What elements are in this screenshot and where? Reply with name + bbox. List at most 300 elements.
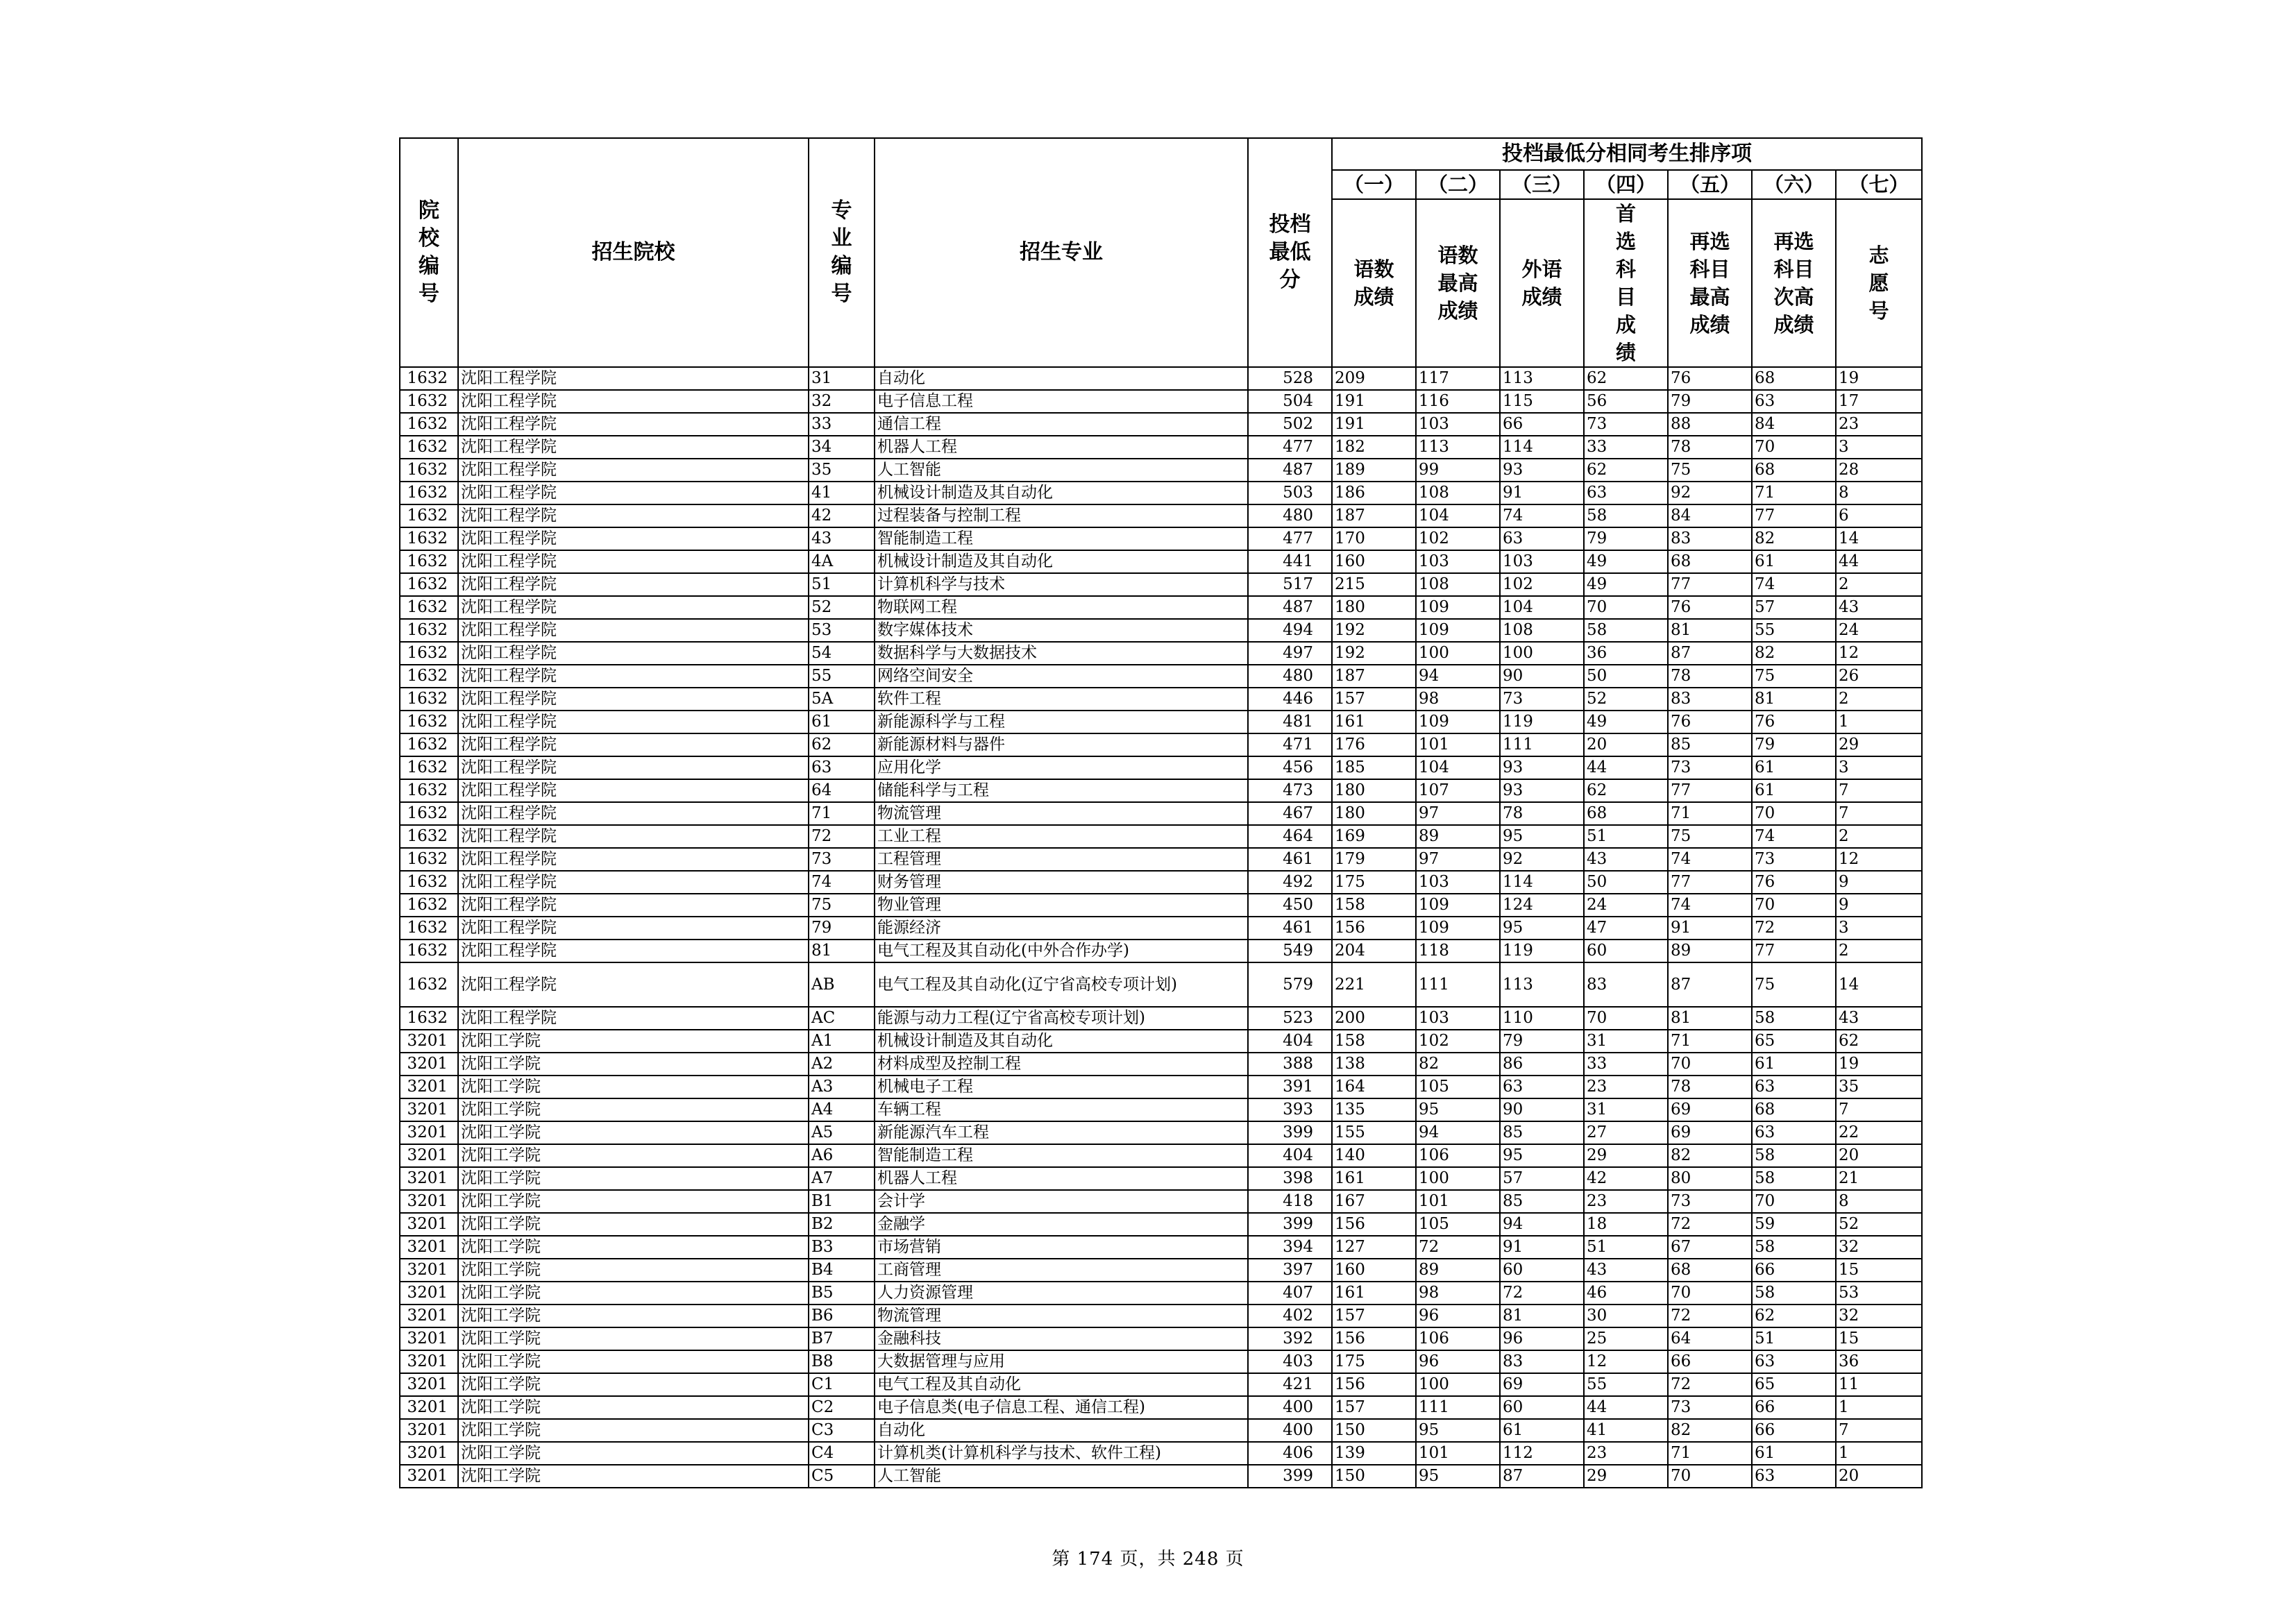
table-row — [400, 894, 1922, 917]
major-name-cell: 工业工程 — [875, 825, 1248, 848]
preference-number-cell: 3 — [1836, 436, 1922, 459]
major-code-cell: 72 — [809, 825, 875, 848]
reselect-max-cell: 68 — [1668, 1259, 1752, 1282]
table-row — [400, 779, 1922, 802]
chinese-math-max-cell: 97 — [1416, 848, 1500, 871]
foreign-language-cell: 73 — [1500, 688, 1584, 711]
preference-number-cell: 6 — [1836, 504, 1922, 527]
reselect-max-cell: 70 — [1668, 1282, 1752, 1305]
school-code-cell: 1632 — [400, 436, 458, 459]
school-code-cell: 1632 — [400, 573, 458, 596]
school-code-cell: 3201 — [400, 1144, 458, 1167]
min-score-cell: 461 — [1248, 917, 1332, 940]
school-name-cell: 沈阳工学院 — [458, 1053, 809, 1076]
reselect-second-cell: 79 — [1752, 733, 1836, 756]
chinese-math-score-cell: 157 — [1332, 688, 1416, 711]
min-score-cell: 579 — [1248, 962, 1332, 1007]
reselect-max-cell: 73 — [1668, 1396, 1752, 1419]
chinese-math-score-cell: 167 — [1332, 1190, 1416, 1213]
foreign-language-cell: 83 — [1500, 1350, 1584, 1373]
first-subject-cell: 60 — [1584, 940, 1668, 962]
foreign-language-cell: 93 — [1500, 459, 1584, 482]
school-code-cell: 1632 — [400, 711, 458, 733]
reselect-second-cell: 72 — [1752, 917, 1836, 940]
reselect-second-cell: 63 — [1752, 1121, 1836, 1144]
reselect-second-cell: 77 — [1752, 940, 1836, 962]
major-name-cell: 人工智能 — [875, 1465, 1248, 1488]
major-code-cell: 35 — [809, 459, 875, 482]
foreign-language-cell: 85 — [1500, 1121, 1584, 1144]
first-subject-cell: 47 — [1584, 917, 1668, 940]
min-score-cell: 450 — [1248, 894, 1332, 917]
first-subject-cell: 68 — [1584, 802, 1668, 825]
first-subject-cell: 36 — [1584, 642, 1668, 665]
first-subject-cell: 49 — [1584, 550, 1668, 573]
reselect-max-cell: 75 — [1668, 825, 1752, 848]
chinese-math-max-cell: 95 — [1416, 1098, 1500, 1121]
school-name-cell: 沈阳工程学院 — [458, 711, 809, 733]
school-name-cell: 沈阳工程学院 — [458, 619, 809, 642]
chinese-math-max-cell: 113 — [1416, 436, 1500, 459]
major-name-cell: 机器人工程 — [875, 1167, 1248, 1190]
major-code-cell: B6 — [809, 1305, 875, 1327]
first-subject-cell: 30 — [1584, 1305, 1668, 1327]
reselect-second-cell: 84 — [1752, 413, 1836, 436]
school-code-cell: 3201 — [400, 1350, 458, 1373]
foreign-language-cell: 95 — [1500, 1144, 1584, 1167]
preference-number-cell: 24 — [1836, 619, 1922, 642]
major-name-cell: 物流管理 — [875, 1305, 1248, 1327]
major-name-cell: 过程装备与控制工程 — [875, 504, 1248, 527]
chinese-math-score-cell: 191 — [1332, 413, 1416, 436]
reselect-second-cell: 73 — [1752, 848, 1836, 871]
school-name-cell: 沈阳工程学院 — [458, 848, 809, 871]
first-subject-cell: 50 — [1584, 871, 1668, 894]
school-name-cell: 沈阳工程学院 — [458, 1007, 809, 1030]
reselect-second-cell: 82 — [1752, 527, 1836, 550]
major-code-cell: 41 — [809, 482, 875, 504]
chinese-math-score-cell: 176 — [1332, 733, 1416, 756]
major-code-cell: A2 — [809, 1053, 875, 1076]
chinese-math-max-cell: 109 — [1416, 619, 1500, 642]
school-name-cell: 沈阳工学院 — [458, 1465, 809, 1488]
chinese-math-max-cell: 96 — [1416, 1350, 1500, 1373]
reselect-max-cell: 78 — [1668, 436, 1752, 459]
major-name-cell: 储能科学与工程 — [875, 779, 1248, 802]
preference-number-cell: 7 — [1836, 802, 1922, 825]
school-code-cell: 3201 — [400, 1419, 458, 1442]
first-subject-cell: 51 — [1584, 825, 1668, 848]
foreign-language-cell: 114 — [1500, 871, 1584, 894]
major-name-cell: 智能制造工程 — [875, 1144, 1248, 1167]
chinese-math-score-cell: 156 — [1332, 1327, 1416, 1350]
chinese-math-score-cell: 175 — [1332, 1350, 1416, 1373]
preference-number-cell: 23 — [1836, 413, 1922, 436]
preference-number-cell: 1 — [1836, 711, 1922, 733]
min-score-cell: 394 — [1248, 1236, 1332, 1259]
chinese-math-score-cell: 156 — [1332, 1213, 1416, 1236]
school-code-cell: 3201 — [400, 1442, 458, 1465]
major-code-cell: C4 — [809, 1442, 875, 1465]
major-code-cell: A4 — [809, 1098, 875, 1121]
header-tie-group: 投档最低分相同考生排序项 — [1332, 138, 1922, 170]
chinese-math-score-cell: 204 — [1332, 940, 1416, 962]
major-name-cell: 应用化学 — [875, 756, 1248, 779]
min-score-cell: 473 — [1248, 779, 1332, 802]
first-subject-cell: 51 — [1584, 1236, 1668, 1259]
table-row — [400, 802, 1922, 825]
reselect-max-cell: 87 — [1668, 642, 1752, 665]
school-name-cell: 沈阳工学院 — [458, 1259, 809, 1282]
school-code-cell: 3201 — [400, 1053, 458, 1076]
admission-score-table — [399, 137, 1923, 1488]
school-name-cell: 沈阳工学院 — [458, 1305, 809, 1327]
foreign-language-cell: 90 — [1500, 665, 1584, 688]
page-footer: 第 174 页，共 248 页 — [1052, 1549, 1244, 1570]
reselect-max-cell: 71 — [1668, 802, 1752, 825]
major-name-cell: 机器人工程 — [875, 436, 1248, 459]
reselect-max-cell: 79 — [1668, 390, 1752, 413]
first-subject-cell: 18 — [1584, 1213, 1668, 1236]
reselect-max-cell: 67 — [1668, 1236, 1752, 1259]
major-code-cell: C3 — [809, 1419, 875, 1442]
chinese-math-max-cell: 117 — [1416, 367, 1500, 390]
reselect-second-cell: 77 — [1752, 504, 1836, 527]
first-subject-cell: 43 — [1584, 848, 1668, 871]
major-code-cell: C5 — [809, 1465, 875, 1488]
reselect-max-cell: 81 — [1668, 619, 1752, 642]
table-row — [400, 413, 1922, 436]
major-name-cell: 材料成型及控制工程 — [875, 1053, 1248, 1076]
min-score-cell: 480 — [1248, 504, 1332, 527]
first-subject-cell: 55 — [1584, 1373, 1668, 1396]
first-subject-cell: 50 — [1584, 665, 1668, 688]
preference-number-cell: 32 — [1836, 1305, 1922, 1327]
min-score-cell: 407 — [1248, 1282, 1332, 1305]
chinese-math-score-cell: 189 — [1332, 459, 1416, 482]
first-subject-cell: 70 — [1584, 1007, 1668, 1030]
school-code-cell: 1632 — [400, 367, 458, 390]
major-code-cell: AB — [809, 962, 875, 1007]
school-name-cell: 沈阳工学院 — [458, 1373, 809, 1396]
major-code-cell: 71 — [809, 802, 875, 825]
chinese-math-max-cell: 72 — [1416, 1236, 1500, 1259]
preference-number-cell: 43 — [1836, 1007, 1922, 1030]
min-score-cell: 446 — [1248, 688, 1332, 711]
reselect-second-cell: 76 — [1752, 871, 1836, 894]
school-name-cell: 沈阳工程学院 — [458, 482, 809, 504]
min-score-cell: 523 — [1248, 1007, 1332, 1030]
major-name-cell: 物业管理 — [875, 894, 1248, 917]
major-code-cell: 75 — [809, 894, 875, 917]
min-score-cell: 391 — [1248, 1076, 1332, 1098]
school-code-cell: 1632 — [400, 1007, 458, 1030]
chinese-math-score-cell: 182 — [1332, 436, 1416, 459]
major-code-cell: 43 — [809, 527, 875, 550]
reselect-second-cell: 66 — [1752, 1396, 1836, 1419]
chinese-math-score-cell: 209 — [1332, 367, 1416, 390]
school-code-cell: 1632 — [400, 550, 458, 573]
chinese-math-max-cell: 107 — [1416, 779, 1500, 802]
reselect-max-cell: 74 — [1668, 894, 1752, 917]
header-tie-item: 语数最高成绩 — [1416, 199, 1500, 367]
chinese-math-max-cell: 109 — [1416, 917, 1500, 940]
major-name-cell: 会计学 — [875, 1190, 1248, 1213]
chinese-math-score-cell: 138 — [1332, 1053, 1416, 1076]
header-major-code: 专业编号 — [809, 138, 875, 367]
school-name-cell: 沈阳工程学院 — [458, 459, 809, 482]
reselect-second-cell: 75 — [1752, 962, 1836, 1007]
chinese-math-max-cell: 105 — [1416, 1213, 1500, 1236]
reselect-second-cell: 61 — [1752, 550, 1836, 573]
reselect-second-cell: 68 — [1752, 459, 1836, 482]
chinese-math-score-cell: 158 — [1332, 894, 1416, 917]
reselect-max-cell: 87 — [1668, 962, 1752, 1007]
min-score-cell: 421 — [1248, 1373, 1332, 1396]
reselect-second-cell: 74 — [1752, 825, 1836, 848]
preference-number-cell: 1 — [1836, 1396, 1922, 1419]
chinese-math-max-cell: 98 — [1416, 1282, 1500, 1305]
major-code-cell: 55 — [809, 665, 875, 688]
min-score-cell: 487 — [1248, 459, 1332, 482]
major-name-cell: 工商管理 — [875, 1259, 1248, 1282]
school-name-cell: 沈阳工学院 — [458, 1282, 809, 1305]
chinese-math-score-cell: 161 — [1332, 1282, 1416, 1305]
chinese-math-max-cell: 116 — [1416, 390, 1500, 413]
preference-number-cell: 11 — [1836, 1373, 1922, 1396]
reselect-second-cell: 58 — [1752, 1167, 1836, 1190]
major-name-cell: 通信工程 — [875, 413, 1248, 436]
first-subject-cell: 44 — [1584, 1396, 1668, 1419]
school-code-cell: 1632 — [400, 459, 458, 482]
reselect-max-cell: 64 — [1668, 1327, 1752, 1350]
min-score-cell: 464 — [1248, 825, 1332, 848]
min-score-cell: 402 — [1248, 1305, 1332, 1327]
chinese-math-max-cell: 103 — [1416, 871, 1500, 894]
min-score-cell: 467 — [1248, 802, 1332, 825]
school-code-cell: 1632 — [400, 848, 458, 871]
table-row — [400, 642, 1922, 665]
major-name-cell: 机械设计制造及其自动化 — [875, 550, 1248, 573]
school-name-cell: 沈阳工程学院 — [458, 665, 809, 688]
school-name-cell: 沈阳工程学院 — [458, 436, 809, 459]
school-name-cell: 沈阳工程学院 — [458, 802, 809, 825]
school-name-cell: 沈阳工学院 — [458, 1144, 809, 1167]
preference-number-cell: 9 — [1836, 894, 1922, 917]
table-row — [400, 504, 1922, 527]
preference-number-cell: 2 — [1836, 940, 1922, 962]
min-score-cell: 504 — [1248, 390, 1332, 413]
chinese-math-max-cell: 105 — [1416, 1076, 1500, 1098]
first-subject-cell: 46 — [1584, 1282, 1668, 1305]
reselect-max-cell: 73 — [1668, 1190, 1752, 1213]
foreign-language-cell: 124 — [1500, 894, 1584, 917]
reselect-max-cell: 82 — [1668, 1144, 1752, 1167]
min-score-cell: 461 — [1248, 848, 1332, 871]
chinese-math-score-cell: 127 — [1332, 1236, 1416, 1259]
school-name-cell: 沈阳工程学院 — [458, 550, 809, 573]
chinese-math-score-cell: 200 — [1332, 1007, 1416, 1030]
min-score-cell: 494 — [1248, 619, 1332, 642]
first-subject-cell: 56 — [1584, 390, 1668, 413]
preference-number-cell: 14 — [1836, 962, 1922, 1007]
reselect-second-cell: 59 — [1752, 1213, 1836, 1236]
preference-number-cell: 20 — [1836, 1144, 1922, 1167]
chinese-math-score-cell: 140 — [1332, 1144, 1416, 1167]
chinese-math-max-cell: 111 — [1416, 1396, 1500, 1419]
chinese-math-score-cell: 135 — [1332, 1098, 1416, 1121]
preference-number-cell: 19 — [1836, 1053, 1922, 1076]
reselect-second-cell: 58 — [1752, 1236, 1836, 1259]
reselect-second-cell: 75 — [1752, 665, 1836, 688]
table-row — [400, 1236, 1922, 1259]
reselect-second-cell: 55 — [1752, 619, 1836, 642]
table-row — [400, 1098, 1922, 1121]
foreign-language-cell: 95 — [1500, 825, 1584, 848]
foreign-language-cell: 87 — [1500, 1465, 1584, 1488]
school-code-cell: 1632 — [400, 802, 458, 825]
table-row — [400, 527, 1922, 550]
chinese-math-max-cell: 101 — [1416, 1442, 1500, 1465]
school-name-cell: 沈阳工程学院 — [458, 756, 809, 779]
header-tie-order: （七） — [1836, 170, 1922, 199]
table-row — [400, 733, 1922, 756]
school-code-cell: 1632 — [400, 504, 458, 527]
major-code-cell: A6 — [809, 1144, 875, 1167]
first-subject-cell: 29 — [1584, 1465, 1668, 1488]
first-subject-cell: 33 — [1584, 1053, 1668, 1076]
chinese-math-max-cell: 103 — [1416, 550, 1500, 573]
first-subject-cell: 42 — [1584, 1167, 1668, 1190]
header-tie-order: （四） — [1584, 170, 1668, 199]
foreign-language-cell: 95 — [1500, 917, 1584, 940]
major-code-cell: 79 — [809, 917, 875, 940]
foreign-language-cell: 111 — [1500, 733, 1584, 756]
table-row — [400, 1305, 1922, 1327]
school-name-cell: 沈阳工学院 — [458, 1327, 809, 1350]
chinese-math-max-cell: 106 — [1416, 1327, 1500, 1350]
reselect-max-cell: 69 — [1668, 1121, 1752, 1144]
reselect-second-cell: 71 — [1752, 482, 1836, 504]
reselect-max-cell: 83 — [1668, 527, 1752, 550]
school-code-cell: 1632 — [400, 642, 458, 665]
major-code-cell: 64 — [809, 779, 875, 802]
min-score-cell: 528 — [1248, 367, 1332, 390]
school-code-cell: 3201 — [400, 1190, 458, 1213]
chinese-math-score-cell: 191 — [1332, 390, 1416, 413]
table-row — [400, 573, 1922, 596]
min-score-cell: 471 — [1248, 733, 1332, 756]
reselect-second-cell: 63 — [1752, 1076, 1836, 1098]
table-row — [400, 665, 1922, 688]
preference-number-cell: 21 — [1836, 1167, 1922, 1190]
header-tie-item: 再选科目最高成绩 — [1668, 199, 1752, 367]
major-name-cell: 计算机类(计算机科学与技术、软件工程) — [875, 1442, 1248, 1465]
school-name-cell: 沈阳工程学院 — [458, 642, 809, 665]
preference-number-cell: 2 — [1836, 825, 1922, 848]
preference-number-cell: 43 — [1836, 596, 1922, 619]
chinese-math-score-cell: 157 — [1332, 1305, 1416, 1327]
reselect-second-cell: 63 — [1752, 390, 1836, 413]
school-name-cell: 沈阳工程学院 — [458, 917, 809, 940]
major-name-cell: 新能源材料与器件 — [875, 733, 1248, 756]
min-score-cell: 399 — [1248, 1213, 1332, 1236]
first-subject-cell: 12 — [1584, 1350, 1668, 1373]
first-subject-cell: 31 — [1584, 1098, 1668, 1121]
school-name-cell: 沈阳工程学院 — [458, 894, 809, 917]
reselect-max-cell: 70 — [1668, 1465, 1752, 1488]
major-name-cell: 自动化 — [875, 367, 1248, 390]
school-name-cell: 沈阳工程学院 — [458, 413, 809, 436]
major-code-cell: 4A — [809, 550, 875, 573]
preference-number-cell: 62 — [1836, 1030, 1922, 1053]
major-name-cell: 计算机科学与技术 — [875, 573, 1248, 596]
min-score-cell: 477 — [1248, 436, 1332, 459]
reselect-max-cell: 72 — [1668, 1305, 1752, 1327]
chinese-math-max-cell: 109 — [1416, 894, 1500, 917]
reselect-max-cell: 78 — [1668, 1076, 1752, 1098]
school-code-cell: 1632 — [400, 596, 458, 619]
major-name-cell: 人力资源管理 — [875, 1282, 1248, 1305]
first-subject-cell: 49 — [1584, 711, 1668, 733]
chinese-math-score-cell: 161 — [1332, 711, 1416, 733]
first-subject-cell: 31 — [1584, 1030, 1668, 1053]
major-name-cell: 新能源汽车工程 — [875, 1121, 1248, 1144]
min-score-cell: 404 — [1248, 1030, 1332, 1053]
school-name-cell: 沈阳工程学院 — [458, 390, 809, 413]
preference-number-cell: 52 — [1836, 1213, 1922, 1236]
school-name-cell: 沈阳工程学院 — [458, 688, 809, 711]
min-score-cell: 399 — [1248, 1121, 1332, 1144]
table-row — [400, 1465, 1922, 1488]
foreign-language-cell: 81 — [1500, 1305, 1584, 1327]
reselect-second-cell: 66 — [1752, 1419, 1836, 1442]
first-subject-cell: 29 — [1584, 1144, 1668, 1167]
school-name-cell: 沈阳工学院 — [458, 1190, 809, 1213]
school-code-cell: 3201 — [400, 1373, 458, 1396]
min-score-cell: 477 — [1248, 527, 1332, 550]
min-score-cell: 403 — [1248, 1350, 1332, 1373]
reselect-second-cell: 70 — [1752, 894, 1836, 917]
foreign-language-cell: 63 — [1500, 1076, 1584, 1098]
reselect-max-cell: 70 — [1668, 1053, 1752, 1076]
major-name-cell: 金融科技 — [875, 1327, 1248, 1350]
school-code-cell: 1632 — [400, 665, 458, 688]
chinese-math-score-cell: 175 — [1332, 871, 1416, 894]
chinese-math-score-cell: 139 — [1332, 1442, 1416, 1465]
major-code-cell: C2 — [809, 1396, 875, 1419]
foreign-language-cell: 100 — [1500, 642, 1584, 665]
reselect-max-cell: 76 — [1668, 711, 1752, 733]
first-subject-cell: 20 — [1584, 733, 1668, 756]
major-name-cell: 工程管理 — [875, 848, 1248, 871]
major-code-cell: 33 — [809, 413, 875, 436]
first-subject-cell: 52 — [1584, 688, 1668, 711]
first-subject-cell: 24 — [1584, 894, 1668, 917]
school-name-cell: 沈阳工程学院 — [458, 962, 809, 1007]
major-name-cell: 电子信息工程 — [875, 390, 1248, 413]
chinese-math-max-cell: 95 — [1416, 1419, 1500, 1442]
preference-number-cell: 15 — [1836, 1327, 1922, 1350]
chinese-math-score-cell: 156 — [1332, 1373, 1416, 1396]
min-score-cell: 400 — [1248, 1419, 1332, 1442]
table-row — [400, 825, 1922, 848]
school-code-cell: 1632 — [400, 733, 458, 756]
school-code-cell: 3201 — [400, 1167, 458, 1190]
major-code-cell: 5A — [809, 688, 875, 711]
table-row — [400, 1190, 1922, 1213]
school-code-cell: 3201 — [400, 1396, 458, 1419]
